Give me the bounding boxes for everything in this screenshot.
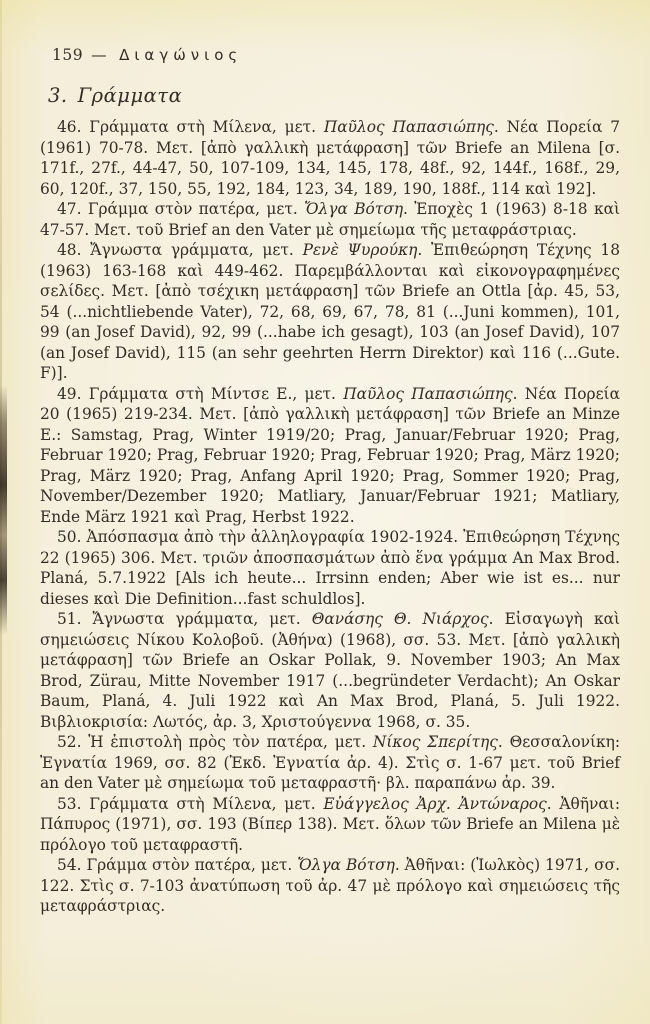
bibliography-list [40,117,620,917]
translator-name: Ὄλγα Βότση [304,200,404,218]
bibliography-entry-52 [40,732,620,794]
entry-text: 52. Ἡ ἐπιστολὴ πρὸς τὸν πατέρα, μετ. [57,733,373,751]
entry-text: . Νέα Πορεία 7 (1961) 70-78. Μετ. [ἀπὸ γαλλικὴ μετάφραση] τῶν Briefe an Milena [σ. 171f., 27f., 44-47, 50, 107-109, 134, 145, 178, 48f., 92, 144f., 168f., 29, 60, 120f., 37, 150, 55, 192, 184, 123, 34, 189, 190, 188f., 114 καὶ 192]. [40,118,620,198]
entry-text: 51. Ἄγνωστα γράμματα, μετ. [57,610,312,628]
entry-text: 50. Ἀπόσπασμα ἀπὸ τὴν ἀλληλογραφία 1902-1924. Ἐπιθεώρηση Τέχνης 22 (1965) 306. Μετ. τριῶν ἀποσπασμάτων ἀπὸ ἕνα γράμμα An Max Brod. Planá, 5.7.1922 [Als ich heute... Irrsinn enden; Aber wie ist es... nur dieses καὶ Die Definition...fast schuldlos]. [40,528,620,608]
entry-text: . Θεσσαλονίκη: Ἐγνατία 1969, σσ. 82 (Ἐκδ. Ἐγνατία ἀρ. 4). Στὶς σ. 1-67 μετ. τοῦ Brief an den Vater μὲ σημείωμα τοῦ μεταφραστῆ· βλ. παραπάνω ἀρ. 39. [40,733,621,792]
bibliography-entry-48 [40,240,620,384]
entry-text: . Εἰσαγωγὴ καὶ σημειώσεις Νίκου Κολοβοῦ. (Ἀθήνα) (1968), σσ. 53. Μετ. [ἀπὸ γαλλικὴ μετάφραση] τῶν Briefe an Oskar Pollak, 9. November 1903; An Max Brod, Zürau, Mitte November 1917 (...begründeter Verdacht); An Oskar Baum, Planá, 4. Juli 1922 καὶ An Max Brod, Planá, 5. Juli 1922. Βιβλιοκρισία: Λωτός, ἀρ. 3, Χριστούγεννα 1968, σ. 35. [40,610,621,731]
journal-title: Διαγώνιος [119,46,243,64]
scan-edge-blemish [0,385,7,635]
page-number: 159 [52,46,84,64]
running-head [52,46,242,64]
translator-name: Παῦλος Παπασιώπης [323,118,494,136]
entry-text: . Νέα Πορεία 20 (1965) 219-234. Μετ. [ἀπὸ γαλλικὴ μετάφραση] τῶν Briefe an Minze E.: Samstag, Prag, Winter 1919/20; Prag, Januar/Februar 1920; Prag, Februar 1920; Prag, Februar 1920; Prag, Februar 1920; Prag, März 1920; Prag, März 1920; Prag, Anfang April 1920; Prag, Sommer 1920; Prag, November/Dezember 1920; Matliary, Januar/Februar 1921; Matliary, Ende März 1921 καὶ Prag, Herbst 1922. [40,384,620,526]
entry-text: 46. Γράμματα στὴ Μίλενα, μετ. [57,118,324,136]
entry-text: 54. Γράμμα στὸν πατέρα, μετ. [57,856,298,874]
translator-name: Ὄλγα Βότση [297,856,395,874]
translator-name: Θανάσης Θ. Νιάρχος [311,610,489,628]
bibliography-entry-51 [40,609,620,732]
bibliography-entry-50 [40,527,620,609]
section-title: Γράμματα [77,84,183,107]
section-number: 3. [48,84,68,107]
bibliography-entry-46 [40,117,620,199]
entry-text: 47. Γράμμα στὸν πατέρα, μετ. [57,200,305,218]
bibliography-entry-54 [40,855,620,917]
translator-name: Ρενὲ Ψυρούκη [302,241,418,259]
entry-text: . Ἀθῆναι: (Ἰωλκὸς) 1971, σσ. 122. Στὶς σ. 7-103 ἀνατύπωση τοῦ ἀρ. 47 μὲ πρόλογο καὶ σημειώσεις τῆς μεταφράστριας. [40,856,620,915]
entry-text: . Ἀθῆναι: Πάπυρος (1971), σσ. 193 (Βίπερ 138). Μετ. ὅλων τῶν Briefe an Milena μὲ πρόλογο τοῦ μεταφραστῆ. [40,794,621,854]
translator-name: Εὐάγγελος Ἀρχ. Ἀντώναρος [323,794,547,813]
entry-text: 49. Γράμματα στὴ Μίντσε Ε., μετ. [57,384,344,403]
entry-text: . Ἐποχὲς 1 (1963) 8-18 καὶ 47-57. Μετ. τοῦ Brief an den Vater μὲ σημείωμα τῆς μεταφράστριας. [40,200,620,239]
section-heading [48,84,182,107]
entry-text: 48. Ἄγνωστα γράμματα, μετ. [57,241,303,259]
entry-text: . Ἐπιθεώρηση Τέχνης 18 (1963) 163-168 καὶ 449-462. Παρεμβάλλονται καὶ εἰκονογραφημένες σελίδες. Μετ. [ἀπὸ τσέχικη μετάφραση] τῶν Briefe an Ottla [ἀρ. 45, 53, 54 (...nichtliebende Vater), 72, 68, 69, 67, 78, 81 (...Juni kommen), 101, 99 (an Josef David), 92, 99 (...habe ich gesagt), 103 (an Josef David), 107 (an Josef David), 115 (an sehr geehrten Herrn Direktor) καὶ 116 (...Gute. F)]. [40,241,620,382]
bibliography-entry-53 [40,794,620,856]
translator-name: Παῦλος Παπασιώπης [343,384,513,403]
bibliography-entry-47 [40,199,620,240]
translator-name: Νίκος Σπερίτης [372,733,498,751]
bibliography-entry-49 [40,384,620,528]
entry-text: 53. Γράμματα στὴ Μίλενα, μετ. [57,794,324,813]
header-separator: — [91,46,108,64]
